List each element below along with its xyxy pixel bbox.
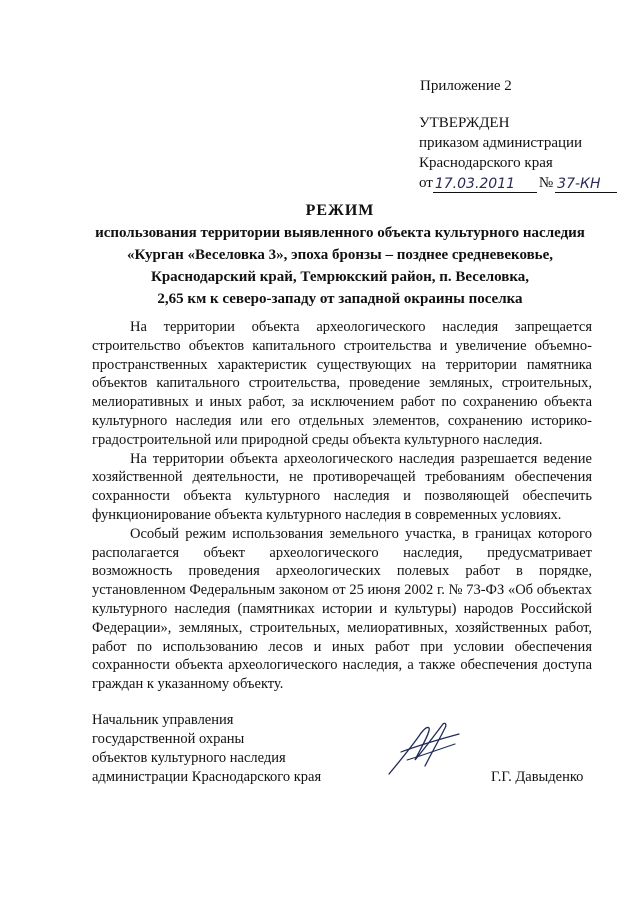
position-line-4: администрации Краснодарского края [92, 769, 322, 785]
paragraph: Особый режим использования земельного участка, в границах которого располагается объект археологического наследия, предусматривает возможность проведения археологических полевых работ в порядке, установленном Федеральным законом от 25 июня 2002 г. № 73-ФЗ «Об объектах культурного наследия (памятниках истории и культуры) народов Российской Федерации», земляных, строительных, мелиоративных, хозяйственных работ, работ по использованию лесов и иных работ при условии обеспечения сохранности объекта археологического наследия, а также обеспечения доступа граждан к указанному объекту. [92, 525, 592, 693]
position-line-1: Начальник управления [92, 712, 234, 728]
date-number-line [419, 173, 617, 193]
title-line-2: «Курган «Веселовка 3», эпоха бронзы – позднее средневековье, [126, 247, 554, 263]
document-body [92, 318, 592, 694]
approval-block [419, 113, 617, 193]
handwritten-date: 17.03.2011 [433, 176, 537, 193]
signer-position [92, 711, 321, 787]
title-line-1: использования территории выявленного объекта культурного наследия [95, 225, 585, 241]
title-line-3: Краснодарский край, Темрюкский район, п. Веселовка, [150, 269, 530, 285]
handwritten-signature [385, 718, 465, 780]
order-line-2: Краснодарского края [419, 155, 553, 171]
handwritten-number: 37-КН [555, 176, 617, 193]
position-line-3: объектов культурного наследия [92, 750, 286, 766]
paragraph: На территории объекта археологического наследия разрешается ведение хозяйственной деятельности, не противоречащей требованиям обеспечения сохранности объекта культурного наследия и позволяющей обеспечить функционирование объекта культурного наследия в современных условиях. [92, 450, 592, 523]
position-line-2: государственной охраны [92, 731, 245, 747]
date-prefix: от [419, 175, 433, 191]
order-line-1: приказом администрации [419, 135, 583, 151]
appendix-label: Приложение 2 [420, 78, 512, 94]
number-prefix: № [538, 175, 554, 191]
document-title [70, 200, 610, 310]
title-line-4: 2,65 км к северо-западу от западной окраины поселка [157, 291, 523, 307]
approved-label: УТВЕРЖДЕН [419, 115, 510, 131]
signer-name: Г.Г. Давыденко [491, 769, 584, 785]
paragraph: На территории объекта археологического наследия запрещается строительство объектов капитального строительства и увеличение объемно-пространственных характеристик существующих на территории памятника объектов капитального строительства, проведение земляных, строительных, мелиоративных и иных работ, за исключением работ по сохранению объекта культурного наследия или его отдельных элементов, сохранению историко-градостроительной или природной среды объекта культурного наследия. [92, 319, 592, 448]
title-main: РЕЖИМ [305, 202, 375, 219]
